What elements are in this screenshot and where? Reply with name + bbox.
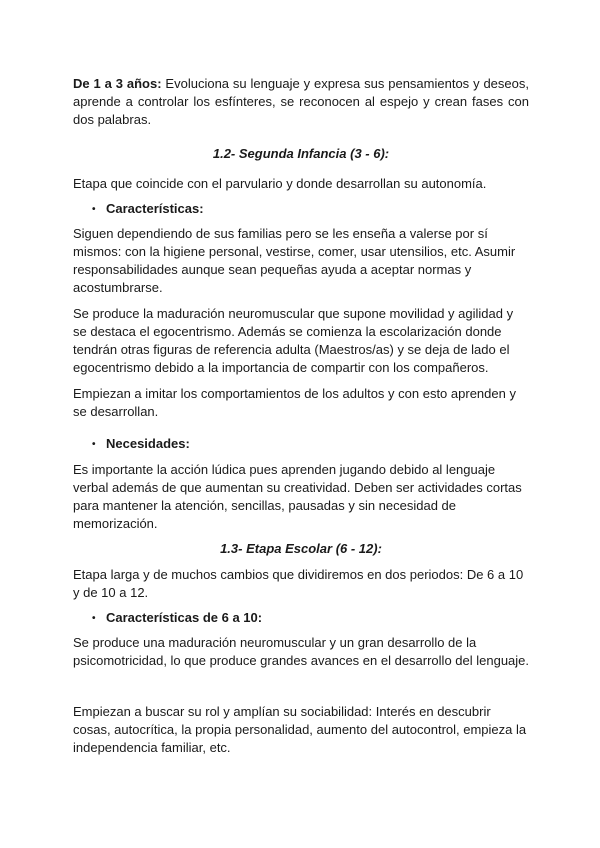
intro-text: Evoluciona su lenguaje y expresa sus pensamientos y deseos, aprende a controlar los esfínteres, se reconocen al espejo y crean fases con dos palabras.: [73, 76, 529, 127]
bullet-caracteristicas: [92, 200, 204, 219]
bullet-caracteristicas-6-10-label: Características de 6 a 10:: [106, 610, 263, 625]
heading-etapa-escolar: 1.3- Etapa Escolar (6 - 12):: [220, 541, 382, 556]
bullet-dot: •: [92, 439, 96, 450]
caracteristicas-paragraph-2: Se produce la maduración neuromuscular que supone movilidad y agilidad y se destaca el egocentrismo. Además se comienza la escolarización donde tendrán otras figuras de referencia adulta (Maestros/as) y se deja de lado el egocentrismo debido a la importancia de compartir con los compañeros.: [73, 306, 514, 375]
bullet-dot: •: [92, 204, 96, 215]
bullet-necesidades: [92, 435, 190, 454]
segunda-infancia-intro: Etapa que coincide con el parvulario y donde desarrollan su autonomía.: [73, 176, 487, 191]
bullet-caracteristicas-label: Características:: [106, 201, 204, 216]
intro-lead: De 1 a 3 años:: [73, 76, 162, 91]
etapa-escolar-intro: Etapa larga y de muchos cambios que dividiremos en dos periodos: De 6 a 10 y de 10 a 12.: [73, 567, 524, 600]
heading-segunda-infancia: 1.2- Segunda Infancia (3 - 6):: [212, 146, 390, 161]
etapa-escolar-paragraph-1: Se produce una maduración neuromuscular y un gran desarrollo de la psicomotricidad, lo que produce grandes avances en el desarrollo del lenguaje.: [73, 635, 530, 668]
necesidades-paragraph: Es importante la acción lúdica pues aprenden jugando debido al lenguaje verbal además de que aumentan su creatividad. Deben ser actividades cortas para mantener la atención, sencillas, pausadas y sin necesidad de memorización.: [73, 462, 522, 531]
caracteristicas-paragraph-1: Siguen dependiendo de sus familias pero se les enseña a valerse por sí mismos: con la higiene personal, vestirse, comer, usar utensilios, etc. Asumir responsabilidades aunque sean pequeñas ayuda a aceptar normas y acostumbrarse.: [73, 226, 516, 295]
etapa-escolar-paragraph-2: Empiezan a buscar su rol y amplían su sociabilidad: Interés en descubrir cosas, autocrítica, la propia personalidad, aumento del autocontrol, empieza la independencia familiar, etc.: [73, 704, 527, 755]
bullet-dot: •: [92, 613, 96, 624]
bullet-necesidades-label: Necesidades:: [106, 436, 190, 451]
intro-paragraph: [73, 75, 529, 129]
caracteristicas-paragraph-3: Empiezan a imitar los comportamientos de los adultos y con esto aprenden y se desarrollan.: [73, 386, 516, 419]
bullet-caracteristicas-6-10: [92, 609, 262, 628]
